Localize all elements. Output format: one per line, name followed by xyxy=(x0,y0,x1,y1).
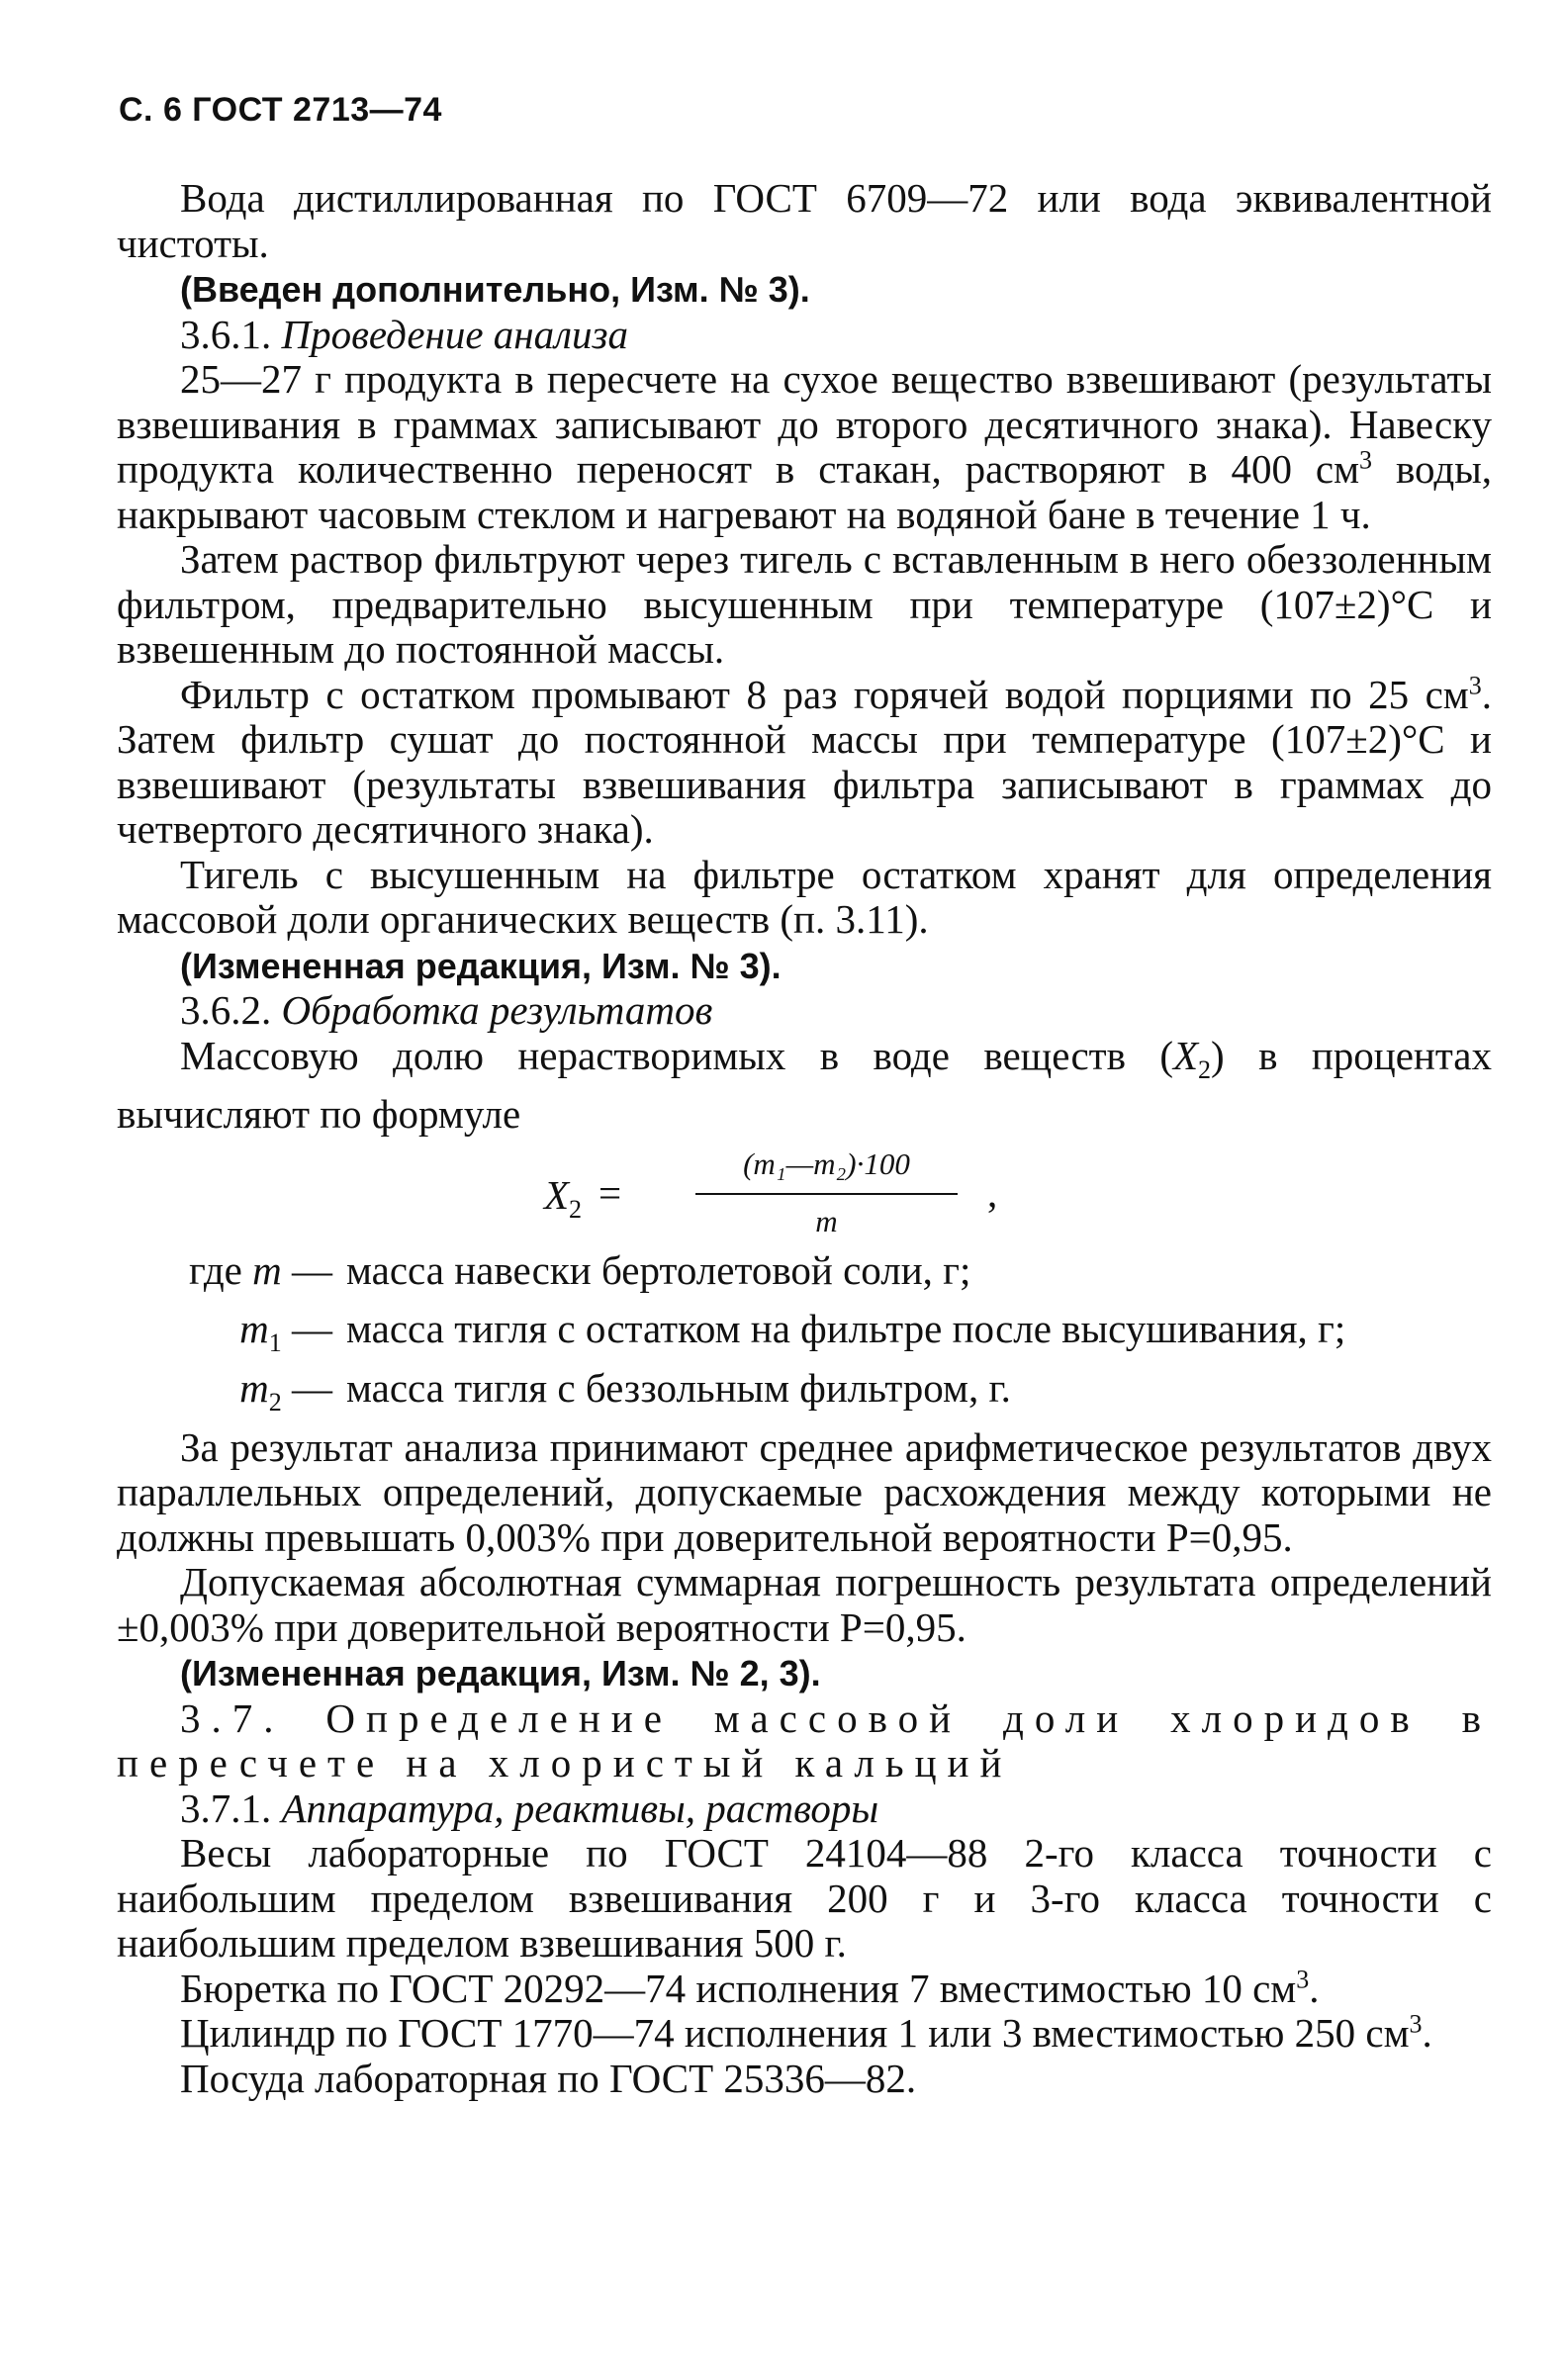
paragraph-formula-intro xyxy=(117,1034,1492,1138)
definition-label xyxy=(117,1366,332,1425)
paragraph-crucible-storage: Тигель с высушенным на фильтре остатком хранят для определения массовой доли органических веществ (п. 3.11). xyxy=(117,851,1492,942)
formula-lhs xyxy=(544,1173,582,1233)
variable-subscript: 2 xyxy=(268,1388,282,1418)
paragraph-filtration: Затем раствор фильтруют через тигель с вставленным в него обеззоленным фильтром, предварительно высушенным при температуре (107±2)°С и взвешенным до постоянной массы. xyxy=(117,536,1492,672)
definition-text: масса навески бертолетовой соли, г; xyxy=(346,1246,971,1293)
paragraph-burette-text: Бюретка по ГОСТ 20292—74 исполнения 7 вместимостью 10 см xyxy=(180,1965,1297,2011)
definition-text: масса тигля с остатком на фильтре после высушивания, г; xyxy=(346,1306,1346,1352)
formula-lhs-subscript: 2 xyxy=(569,1194,583,1224)
variable-subscript: 1 xyxy=(268,1328,282,1358)
definition-variable xyxy=(239,1365,282,1418)
amendment-note-2-text: (Измененная редакция, Изм. № 3). xyxy=(180,945,782,986)
amendment-note-2 xyxy=(117,943,1492,989)
document-body xyxy=(117,176,1492,2101)
definition-dash: — xyxy=(281,1246,332,1293)
variable-m: m xyxy=(252,1246,282,1293)
paragraph-filter-washing xyxy=(117,670,1492,853)
definition-row xyxy=(117,1248,1492,1308)
superscript: 3 xyxy=(1296,1965,1310,1994)
formula-intro-text: Массовую долю нерастворимых в воде веществ ( xyxy=(180,1032,1173,1078)
paragraph-filter-washing-text: Фильтр с остатком промывают 8 раз горячей водой порциями по 25 см xyxy=(180,671,1469,717)
superscript: 3 xyxy=(1359,445,1373,475)
formula-comma: , xyxy=(987,1169,998,1216)
section-3-6-2-heading xyxy=(117,988,1492,1034)
amendment-note-3 xyxy=(117,1650,1492,1696)
where-word: где xyxy=(189,1246,253,1293)
formula-lhs-var: X xyxy=(544,1171,570,1218)
definition-variable xyxy=(252,1247,282,1293)
section-3-7-1-heading xyxy=(117,1786,1492,1832)
paragraph-result-average: За результат анализа принимают среднее арифметическое результатов двух параллельных определений, допускаемые расхождения между которыми не должны превышать 0,003% при доверительной вероятности Р=0,95. xyxy=(117,1423,1492,1560)
paragraph-sample-weighing xyxy=(117,357,1492,537)
paragraph-error: Допускаемая абсолютная суммарная погрешность результата определений ±0,003% при доверительной вероятности Р=0,95. xyxy=(117,1559,1492,1650)
paragraph-scales: Весы лабораторные по ГОСТ 24104—88 2-го класса точности с наибольшим пределом взвешивания 200 г и 3-го класса точности с наибольшим пределом взвешивания 500 г. xyxy=(117,1830,1492,1967)
definition-dash: — xyxy=(281,1365,332,1412)
section-3-7-1-title: Аппаратура, реактивы, растворы xyxy=(281,1785,879,1831)
page-header: С. 6 ГОСТ 2713—74 xyxy=(119,91,442,129)
section-3-6-2-title: Обработка результатов xyxy=(281,987,713,1033)
paragraph-cylinder-text: Цилиндр по ГОСТ 1770—74 исполнения 1 или 3 вместимостью 250 см xyxy=(180,2010,1410,2057)
paragraph-water: Вода дистиллированная по ГОСТ 6709—72 или вода эквивалентной чистоты. xyxy=(117,175,1492,266)
variable-x: X xyxy=(1172,1032,1199,1078)
subscript: 2 xyxy=(1198,1054,1212,1084)
amendment-note-3-text: (Измененная редакция, Изм. № 2, 3). xyxy=(180,1653,821,1694)
section-3-6-1-title: Проведение анализа xyxy=(281,311,629,357)
amendment-note-1 xyxy=(117,266,1492,313)
superscript: 3 xyxy=(1409,2009,1423,2039)
formula-x2 xyxy=(117,1138,1492,1248)
formula-equals: = xyxy=(598,1169,622,1216)
definition-variable xyxy=(239,1306,282,1358)
definition-label xyxy=(117,1248,332,1308)
section-3-7-heading: 3.7. Определение массовой доли хлоридов в пересчете на хлористый кальций xyxy=(117,1694,1492,1786)
paragraph-cylinder xyxy=(117,2011,1492,2057)
section-3-6-1-number: 3.6.1. xyxy=(180,311,272,357)
formula-denominator: m xyxy=(815,1203,838,1238)
paragraph-sample-weighing-text: 25—27 г продукта в пересчете на сухое вещество взвешивают (результаты взвешивания в граммах записывают до второго десятичного знака). Навеску продукта количественно переносят в стакан, растворяют в 400 см xyxy=(117,356,1492,492)
section-3-6-1-heading xyxy=(117,313,1492,358)
paragraph-sample-weighing-end: воды, накрывают часовым стеклом и нагревают на водяной бане в течение 1 ч. xyxy=(117,446,1492,537)
definition-row xyxy=(117,1366,1492,1425)
definition-dash: — xyxy=(281,1306,332,1352)
superscript: 3 xyxy=(1468,670,1482,699)
paragraph-cylinder-end: . xyxy=(1422,2010,1432,2057)
paragraph-burette xyxy=(117,1967,1492,2012)
variable-m: m xyxy=(239,1306,269,1352)
section-3-7-1-number: 3.7.1. xyxy=(180,1785,272,1831)
definition-text: масса тигля с беззольным фильтром, г. xyxy=(346,1365,1011,1412)
section-3-6-2-number: 3.6.2. xyxy=(180,987,272,1033)
amendment-note-1-text: (Введен дополнительно, Изм. № 3). xyxy=(180,269,810,310)
paragraph-filter-washing-end: . Затем фильтр сушат до постоянной массы при температуре (107±2)°С и взвешивают (результаты взвешивания фильтра записывают в граммах до четвертого десятичного знака). xyxy=(117,671,1492,852)
paragraph-burette-end: . xyxy=(1309,1965,1320,2011)
variable-definitions xyxy=(117,1248,1492,1425)
formula-intro-end: ) в процентах вычисляют по формуле xyxy=(117,1032,1492,1138)
definition-row xyxy=(117,1307,1492,1366)
definition-label xyxy=(117,1307,332,1366)
variable-m: m xyxy=(239,1365,269,1412)
formula-numerator: (m₁—m₂)·100 xyxy=(743,1145,910,1181)
paragraph-glassware: Посуда лабораторная по ГОСТ 25336—82. xyxy=(180,2055,917,2101)
fraction-bar xyxy=(695,1193,958,1195)
